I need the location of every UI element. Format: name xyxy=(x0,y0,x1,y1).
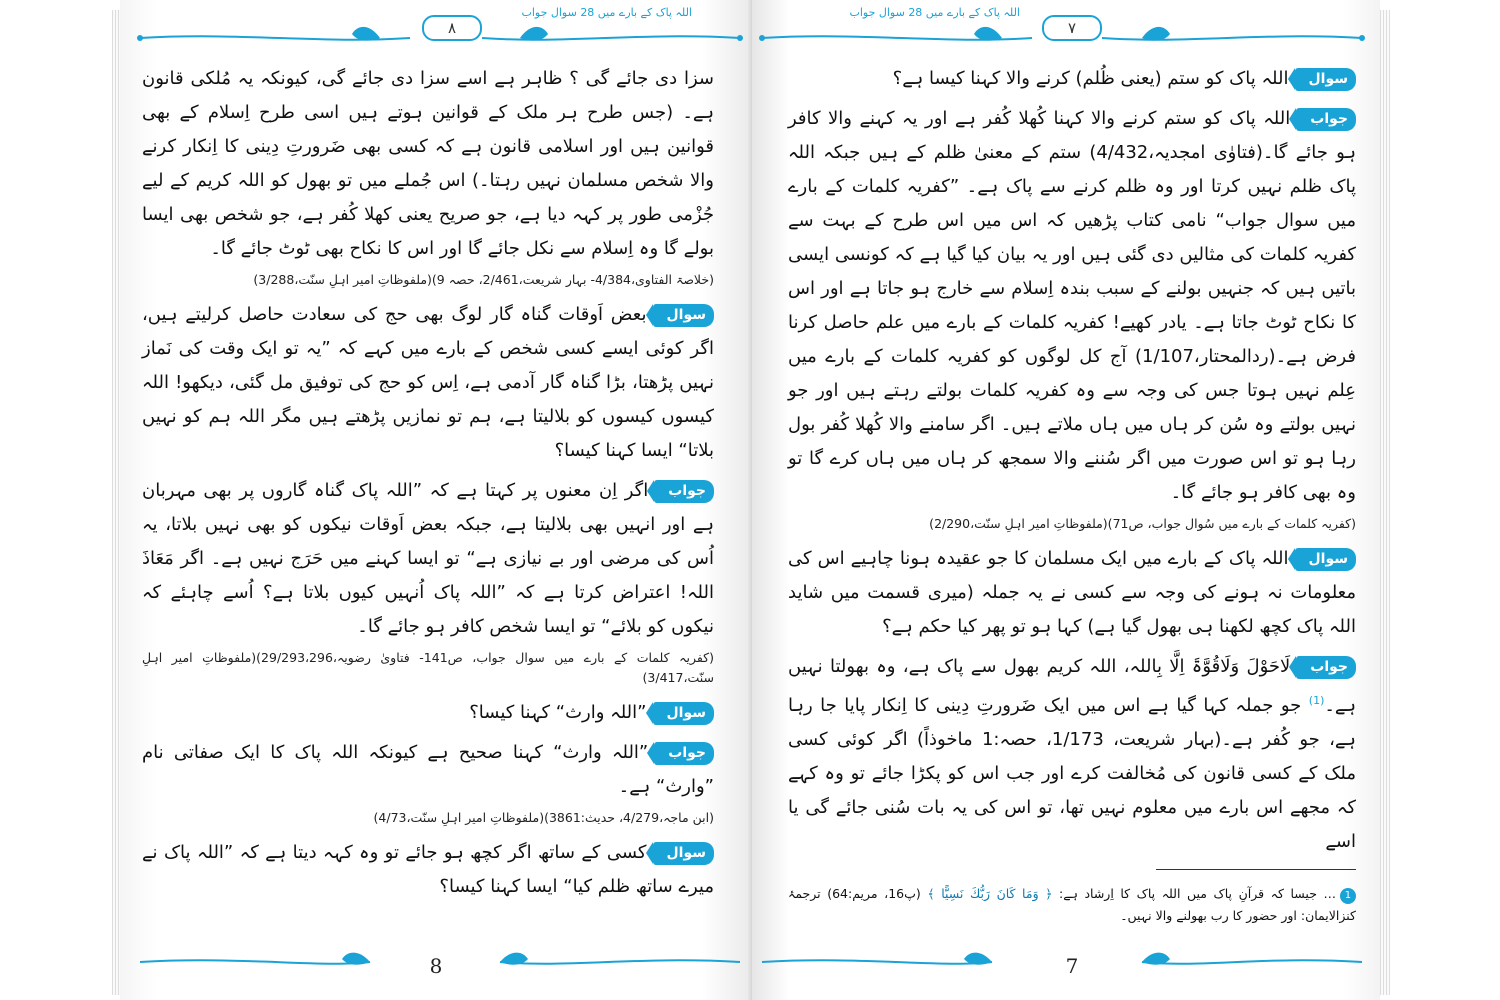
question-label: سوال xyxy=(653,842,715,865)
left-answer-1 xyxy=(142,474,714,644)
answer-label: جواب xyxy=(654,742,714,765)
left-question-3-text: کسی کے ساتھ اگر کچھ ہو جائے تو وہ کہہ دیتا ہے کہ ”اللہ پاک نے میرے ساتھ ظلم کیا“ ایسا کہنا کیسا؟ xyxy=(142,842,714,897)
left-answer-1-text: اگر اِن معنوں پر کہتا ہے کہ ”اللہ پاک گناہ گاروں پر بھی مہربان ہے اور انہیں بھی بلالیتا ہے، جبکہ بعض اَوقات نیکوں کو بھی نہیں بلاتا، یہ اُس کی مرضی اور بے نیازی ہے“ تو ایسا کہنے میں حَرَج نہیں ہے۔ اگر مَعَاذَ اللہ! اعتراض کرتا ہے کہ ”اللہ پاک اُنہیں کیوں بلاتا ہے؟ اُسے چاہئے کہ نیکوں کو بلائے“ تو ایسا شخص کافر ہو جائے گا۔ xyxy=(142,480,714,637)
answer-label: جواب xyxy=(1296,656,1356,679)
right-question-2 xyxy=(788,542,1356,644)
page-number-left: 8 xyxy=(429,954,443,978)
question-label: سوال xyxy=(1295,68,1357,91)
footnote xyxy=(788,883,1356,927)
footnote-marker[interactable]: (1) xyxy=(1308,694,1325,707)
page-number-right: 7 xyxy=(1065,954,1079,978)
right-question-1-text: اللہ پاک کو ستم (یعنی ظُلم) کرنے والا کہنا کیسا ہے؟ xyxy=(892,68,1289,89)
question-label: سوال xyxy=(1295,548,1357,571)
right-answer-1 xyxy=(788,102,1356,510)
right-question-1 xyxy=(788,62,1356,96)
footnote-rule xyxy=(1156,869,1356,870)
left-ref-3: (ابن ماجہ،4/279، حدیث:3861)(ملفوظاتِ امیر اہلِ سنّت،4/73) xyxy=(373,810,714,825)
right-answer-2-text: لَاحَوْلَ وَلَاقُوَّۃَ اِلَّا بِاللہ، اللہ کریم بھول سے پاک ہے، وہ بھولتا نہیں ہے۔ xyxy=(788,656,1356,716)
left-answer-2 xyxy=(142,736,714,804)
left-ref-2: (کفریہ کلمات کے بارے میں سوال جواب، ص141- فتاویٰ رضویہ،29/293،296)(ملفوظاتِ امیر اہلِ سنّت،3/417) xyxy=(142,650,714,685)
left-answer-2-text: ”اللہ وارث“ کہنا صحیح ہے کیونکہ اللہ پاک کا ایک صفاتی نام ”وارث“ ہے۔ xyxy=(142,742,714,797)
left-question-2-text: ”اللہ وارث“ کہنا کیسا؟ xyxy=(469,702,647,723)
left-question-1-text: بعض اَوقات گناہ گار لوگ بھی حج کی سعادت حاصل کرلیتے ہیں، اگر کوئی ایسے کسی شخص کے بارے میں کہے کہ ”یہ تو ایک وقت کی نَماز نہیں پڑھتا، بڑا گناہ گار آدمی ہے، اِس کو حج کی توفیق مل گئی، دیکھو! اللہ کیسوں کیسوں کو بلالیتا ہے، ہم تو نمازیں پڑھتے ہیں مگر اللہ ہم کو نہیں بلاتا“ ایسا کہنا کیسا؟ xyxy=(142,304,714,461)
page-badge-left: ۸ xyxy=(422,15,482,41)
running-head-right: اللہ پاک کے بارے میں 28 سوال جواب xyxy=(849,6,1020,19)
left-question-1 xyxy=(142,298,714,468)
answer-label: جواب xyxy=(654,480,714,503)
left-page xyxy=(120,0,752,1000)
right-page-content xyxy=(788,62,1356,939)
left-page-content xyxy=(142,62,714,910)
right-answer-2-tail: جو جملہ کہا گیا ہے اس میں ایک ضَرورتِ دِینی کا اِنکار پایا جا رہا ہے، جو کُفر ہے۔(بہار شریعت، 1/173، حصہ:1 ماخوذاً) اگر کوئی کسی ملک کے کسی قانون کی مُخالفت کرے اور جب اس کو پکڑا جائے تو وہ کہے کہ مجھے اس بارے میں معلوم نہیں تھا، تو اس کی یہ بات سُنی جائے گی یا اسے xyxy=(788,695,1356,852)
answer-label: جواب xyxy=(1296,108,1356,131)
right-answer-1-text: اللہ پاک کو ستم کرنے والا کہنا کُھلا کُفر ہے اور یہ کہنے والا کافر ہو جائے گا۔(فتاوٰی امجدیہ،4/432) ستم کے معنیٰ ظلم کے ہیں جبکہ اللہ پاک ظلم نہیں کرتا اور وہ ظلم کرنے سے پاک ہے۔ ”کفریہ کلمات کے بارے میں سوال جواب“ نامی کتاب پڑھیں کہ اس میں اس طرح کے بہت سے کفریہ کلمات کی مثالیں دی گئی ہیں اور یہ بیان کیا گیا ہے کہ کونسی ایسی باتیں ہیں کہ جنہیں بولنے کے سبب بندہ اِسلام سے خارج ہو جاتا ہے اور اس کا نکاح ٹوٹ جاتا ہے۔ یادر کھیے! کفریہ کلمات کے بارے میں علم حاصل کرنا فرض ہے۔(ردالمحتار،1/107) آج کل لوگوں کو کفریہ کلمات کے بارے میں عِلم نہیں ہوتا جس کی وجہ سے وہ کفریہ کلمات بولتے رہتے ہیں اور جو نہیں بولتے وہ سُن کر ہاں میں ہاں ملاتے ہیں۔ اگر سامنے والا کُھلا کُفر بول رہا ہو تو اس صورت میں اگر سُننے والا سمجھ کر ہاں میں ہاں کرے گا تو وہ بھی کافر ہو جائے گا۔ xyxy=(788,108,1356,503)
left-para-1: سزا دی جائے گی ؟ ظاہر ہے اسے سزا دی جائے گی، کیونکہ یہ مُلکی قانون ہے۔ (جس طرح ہر ملک کے قوانین ہوتے ہیں اسی طرح اِسلام کے بھی قوانین ہیں اور اسلامی قانون ہے کہ کسی بھی ضَرورتِ دِینی کا اِنکار کرنے والا شخص مسلمان نہیں رہتا۔) اس جُملے میں تو بھول کو اللہ کریم کے لیے جُزْمی طور پر کہہ دیا ہے، جو صریح یعنی کھلا کُفر ہے، جو شخص بھی ایسا بولے گا وہ اِسلام سے نکل جائے گا اور اس کا نکاح بھی ٹوٹ جائے گا۔ xyxy=(142,68,714,259)
question-label: سوال xyxy=(653,702,715,725)
footnote-quran-verse: ﴿ وَمَا كَانَ رَبُّكَ نَسِيًّا ﴾ xyxy=(927,885,1053,901)
footnote-text: … جیسا کہ قرآنِ پاک میں اللہ پاک کا اِرشاد ہے: xyxy=(1059,885,1336,901)
page-badge-right: ۷ xyxy=(1042,15,1102,41)
question-label: سوال xyxy=(653,304,715,327)
footnote-after: (پ16، مریم:64) ترجمۂ کنزالایمان: اور حضور کا رب بھولنے والا نہیں۔ xyxy=(788,885,1356,923)
right-page xyxy=(752,0,1380,1000)
running-head-left: اللہ پاک کے بارے میں 28 سوال جواب xyxy=(521,6,692,19)
right-answer-2 xyxy=(788,650,1356,859)
right-question-2-text: اللہ پاک کے بارے میں ایک مسلمان کا جو عقیدہ ہونا چاہیے اس کی معلومات نہ ہونے کی وجہ سے کسی نے یہ جملہ (میری قسمت میں شاید اللہ پاک کچھ لکھنا ہی بھول گیا ہے) کہا ہو تو پھر کیا حکم ہے؟ xyxy=(788,548,1356,637)
left-question-3 xyxy=(142,836,714,904)
right-ref-1: (کفریہ کلمات کے بارے میں سُوال جواب، ص71)(ملفوظاتِ امیر اہلِ سنّت،2/290) xyxy=(929,516,1356,531)
left-ref-1: (خلاصۃ الفتاوی،4/384- بہار شریعت،2/461، حصہ 9)(ملفوظاتِ امیر اہلِ سنّت،3/288) xyxy=(253,272,714,287)
left-question-2 xyxy=(142,696,714,730)
footnote-number: 1 xyxy=(1340,888,1356,904)
